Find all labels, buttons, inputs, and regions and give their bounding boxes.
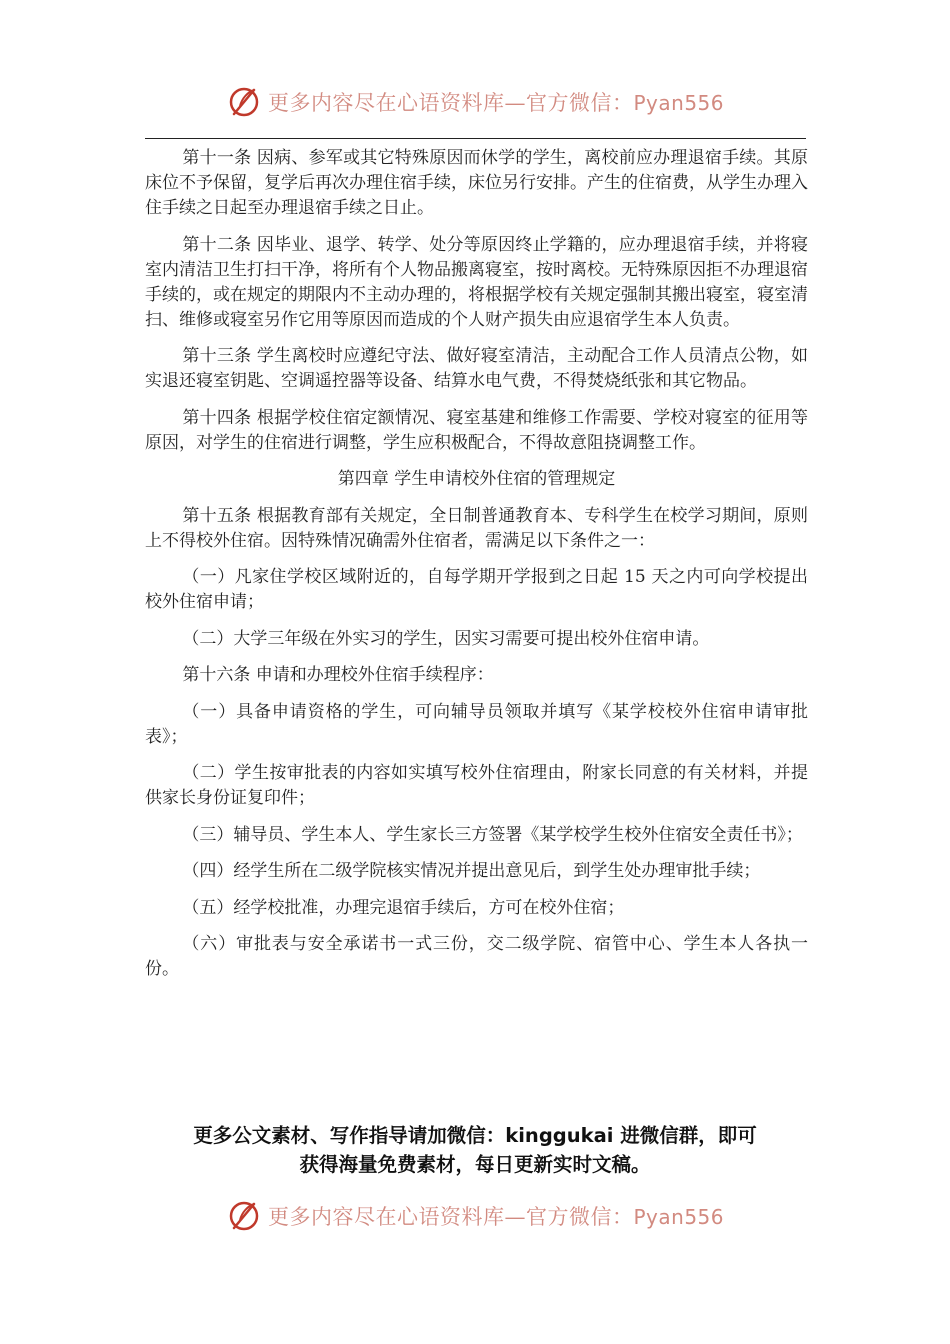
paragraph: 第十四条 根据学校住宿定额情况、寝室基建和维修工作需要、学校对寝室的征用等原因，对学生的住宿进行调整，学生应积极配合，不得故意阻挠调整工作。 bbox=[145, 407, 808, 453]
document-body bbox=[145, 146, 808, 994]
paragraph: （二）大学三年级在外实习的学生，因实习需要可提出校外住宿申请。 bbox=[182, 628, 710, 649]
quill-logo-icon bbox=[226, 84, 262, 120]
paragraph: （二）学生按审批表的内容如实填写校外住宿理由，附家长同意的有关材料，并提供家长身份证复印件； bbox=[145, 763, 808, 808]
paragraph: （六）审批表与安全承诺书一式三份，交二级学院、宿管中心、学生本人各执一份。 bbox=[145, 934, 808, 979]
header-banner bbox=[0, 82, 950, 122]
banner-label: 更多内容尽在心语资料库—官方微信： bbox=[267, 1205, 634, 1229]
promo-line-2: 获得海量免费素材，每日更新实时文稿。 bbox=[299, 1153, 651, 1176]
promo-notice bbox=[140, 1121, 810, 1179]
header-divider bbox=[145, 138, 806, 139]
paragraph: （五）经学校批准，办理完退宿手续后，方可在校外住宿； bbox=[182, 897, 625, 918]
paragraph: （三）辅导员、学生本人、学生家长三方签署《某学校学生校外住宿安全责任书》； bbox=[182, 824, 803, 845]
paragraph: 第十二条 因毕业、退学、转学、处分等原因终止学籍的，应办理退宿手续，并将寝室内清洁卫生打扫干净，将所有个人物品搬离寝室，按时离校。无特殊原因拒不办理退宿手续的，或在规定的期限内不主动办理的，将根据学校有关规定强制其搬出寝室，寝室清扫、维修或寝室另作它用等原因而造成的个人财产损失由应退宿学生本人负责。 bbox=[145, 234, 808, 330]
quill-logo-icon bbox=[226, 1198, 262, 1234]
paragraph: （四）经学生所在二级学院核实情况并提出意见后，到学生处办理审批手续； bbox=[182, 861, 761, 881]
banner-text bbox=[268, 1201, 724, 1231]
paragraph: 第十三条 学生离校时应遵纪守法、做好寝室清洁，主动配合工作人员清点公物，如实退还寝室钥匙、空调遥控器等设备、结算水电气费，不得焚烧纸张和其它物品。 bbox=[145, 346, 808, 391]
banner-text bbox=[268, 87, 724, 117]
paragraph: 第十一条 因病、参军或其它特殊原因而休学的学生，离校前应办理退宿手续。其原床位不予保留，复学后再次办理住宿手续，床位另行安排。产生的住宿费，从学生办理入住手续之日起至办理退宿手续之日止。 bbox=[145, 148, 808, 218]
banner-handle: Pyan556 bbox=[633, 91, 724, 115]
banner-handle: Pyan556 bbox=[633, 1205, 724, 1229]
paragraph: 第十六条 申请和办理校外住宿手续程序： bbox=[182, 665, 494, 685]
chapter-title: 第四章 学生申请校外住宿的管理规定 bbox=[337, 469, 616, 489]
paragraph: 第十五条 根据教育部有关规定，全日制普通教育本、专科学生在校学习期间，原则上不得校外住宿。因特殊情况确需外住宿者，需满足以下条件之一： bbox=[145, 505, 808, 551]
footer-banner bbox=[0, 1196, 950, 1236]
promo-line-1: 更多公文素材、写作指导请加微信：kinggukai 进微信群，即可 bbox=[193, 1124, 757, 1147]
paragraph: （一）具备申请资格的学生，可向辅导员领取并填写《某学校校外住宿申请审批表》； bbox=[145, 701, 808, 747]
banner-label: 更多内容尽在心语资料库—官方微信： bbox=[267, 91, 634, 115]
paragraph: （一）凡家住学校区域附近的，自每学期开学报到之日起 15 天之内可向学校提出校外住宿申请； bbox=[145, 567, 808, 612]
